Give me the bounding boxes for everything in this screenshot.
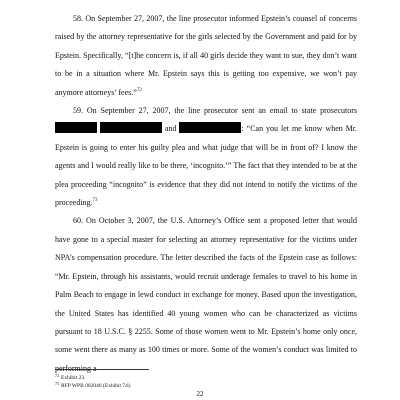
footnote-number: 72 — [55, 373, 59, 378]
footnote-72 — [55, 374, 131, 382]
page-number: 22 — [196, 390, 204, 398]
redaction-box — [55, 122, 97, 133]
paragraph-59-text-c: : “Can you let me know when Mr. Epstein is going to enter his guilty plea and what judge that will be in front of? I know the agents and I would really like to be there, ‘incognito.’” The fact that they intended to be at the plea proceeding “incognito” is evidence that they did not intend to notify the victims of the proceeding. — [55, 124, 358, 208]
redaction-box — [100, 122, 162, 133]
footnote-text: RFP WPB 002046 (Exhibit 74). — [61, 383, 132, 389]
paragraph-58 — [55, 10, 357, 102]
paragraph-59-text-b: and — [164, 124, 177, 134]
footnote-number: 73 — [55, 381, 59, 386]
footnote-ref-73: 73 — [92, 198, 98, 204]
paragraph-59 — [55, 102, 357, 212]
paragraph-59-text-a: 59. On September 27, 2007, the line prosecutor sent an email to state prosecutors — [73, 106, 357, 116]
redaction-box — [179, 122, 241, 133]
footnote-ref-72: 72 — [136, 87, 142, 93]
footnote-text: Exhibit 23. — [61, 375, 86, 381]
footnote-73 — [55, 382, 131, 390]
body-text — [55, 10, 357, 378]
footnote-divider — [55, 369, 149, 370]
paragraph-60-text: 60. On October 3, 2007, the U.S. Attorney’s Office sent a proposed letter that would have gone to a special master for selecting an attorney representative for the victims under NPA’s compensation procedure. The letter described the facts of the Epstein case as follows: “Mr. Epstein, through his assistants, would recruit underage females to travel to his home in Palm Beach to engage in lewd conduct in exchange for money. Based upon the investigation, the United States has identified 40 young women who can be characterized as victims pursuant to 18 U.S.C. § 2255. Some of those women went to Mr. Epstein’s home only once, some went there as many as 100 times or more. Some of the women’s conduct was limited to performing a — [55, 216, 357, 373]
footnotes — [55, 374, 131, 390]
paragraph-58-text: 58. On September 27, 2007, the line prosecutor informed Epstein’s counsel of concerns raised by the attorney representative for the girls selected by the Government and paid for by Epstein. Specifically, “[t]he concern is, if all 40 girls decide they want to sue, they don’t want to be in a situation where Mr. Epstein says this is getting too expensive, we won’t pay anymore attorneys’ fees.” — [55, 14, 357, 97]
paragraph-60 — [55, 212, 357, 378]
